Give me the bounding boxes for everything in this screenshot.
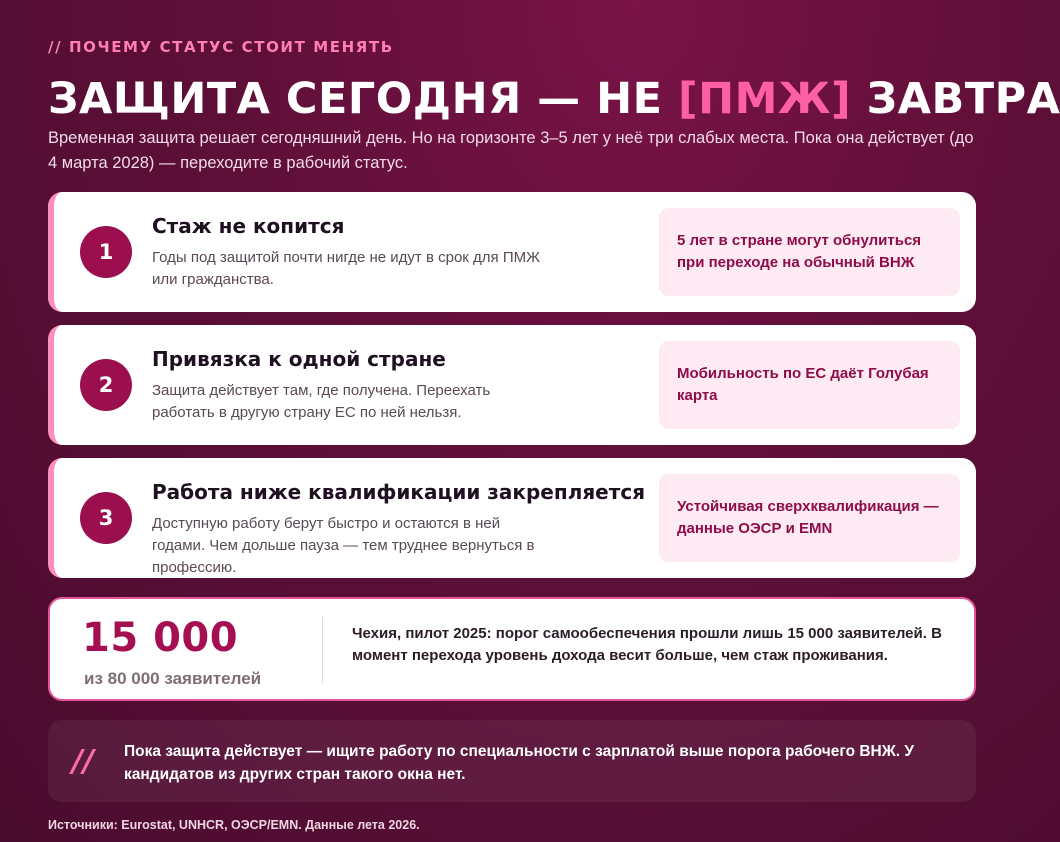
card-note-text: Мобильность по ЕС даёт Голубая карта (677, 365, 929, 404)
weakness-card-3 (48, 458, 976, 578)
card-text: Годы под защитой почти нигде не идут в срок для ПМЖ или гражданства. (152, 249, 540, 288)
sources-footnote: Источники: Eurostat, UNHCR, ОЭСР/EMN. Данные лета 2026. (48, 818, 420, 832)
card-heading: Стаж не копится (152, 214, 345, 238)
eyebrow-label: // ПОЧЕМУ СТАТУС СТОИТ МЕНЯТЬ (48, 38, 394, 56)
page-subtitle: Временная защита решает сегодняшний день. Но на горизонте 3–5 лет у неё три слабых места. Пока она действует (до 4 марта 2028) — переходите в рабочий статус. (48, 129, 974, 172)
page-title (48, 74, 1060, 124)
weakness-card-2 (48, 325, 976, 445)
stat-caption: из 80 000 заявителей (84, 669, 262, 688)
stat-description: Чехия, пилот 2025: порог самообеспечения прошли лишь 15 000 заявителей. В момент перехода уровень дохода весит больше, чем стаж проживания. (352, 625, 942, 664)
title-accent: [ПМЖ] (677, 74, 852, 124)
advice-text: Пока защита действует — ищите работу по специальности с зарплатой выше порога рабочего ВНЖ. У кандидатов из других стран такого окна нет. (124, 743, 915, 783)
title-part-1: ЗАЩИТА СЕГОДНЯ — НЕ (48, 74, 678, 124)
card-note (659, 208, 960, 296)
quote-mark-icon: // (72, 744, 94, 779)
advice-callout (48, 720, 976, 802)
stat-divider (322, 617, 323, 683)
card-note (659, 474, 960, 562)
weakness-card-1 (48, 192, 976, 312)
card-text: Доступную работу берут быстро и остаются в ней годами. Чем дольше пауза — тем труднее вернуться в профессию. (152, 515, 535, 576)
stat-value: 15 000 (82, 615, 239, 661)
number-badge: 1 (80, 226, 132, 278)
card-heading: Работа ниже квалификации закрепляется (152, 480, 646, 504)
stat-panel (48, 597, 976, 701)
card-note-text: 5 лет в стране могут обнулиться при переходе на обычный ВНЖ (677, 232, 922, 271)
card-note (659, 341, 960, 429)
number-badge: 2 (80, 359, 132, 411)
card-text: Защита действует там, где получена. Переехать работать в другую страну ЕС по ней нельзя. (152, 382, 491, 421)
title-part-2: ЗАВТРА (851, 74, 1060, 124)
card-heading: Привязка к одной стране (152, 347, 446, 371)
card-note-text: Устойчивая сверхквалификация — данные ОЭСР и EMN (677, 498, 939, 537)
number-badge: 3 (80, 492, 132, 544)
